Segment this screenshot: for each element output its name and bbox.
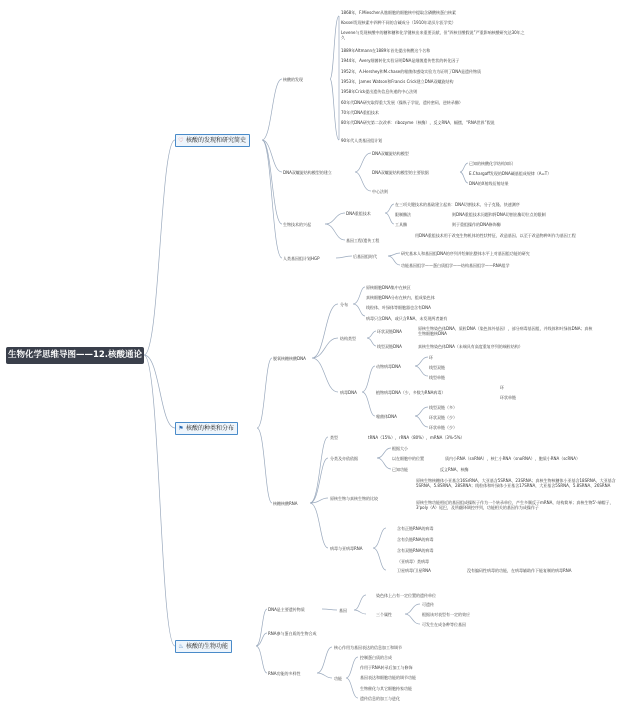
engineering-desc: 用DNA重组技术用于改变生物机体的性状特征，改造基因、以至于改造物种叫作为基因工程 <box>415 233 576 238</box>
discovery-item: 1868年，F.Miescher从脓细胞的细胞核中提取含磷酸核蛋白核素 <box>341 10 457 15</box>
node-dna-genetic[interactable]: DNA是主要遗传物质 <box>268 607 305 612</box>
virus-rna-item: 含有正链RNA的病毒 <box>397 526 434 531</box>
node-hgp[interactable]: 人类基因组计划HGP <box>283 256 320 261</box>
branch-types-title: 核酸的种类和分布 <box>186 425 235 432</box>
dist-item: 线粒体、叶绿体等细胞器也含有DNA <box>366 305 431 310</box>
rna-cls: 以在细胞中的位置 <box>392 456 424 461</box>
node-rna[interactable]: 核糖核酸RNA <box>273 501 298 506</box>
rna-cls: 已知功能 <box>392 467 408 472</box>
node-post-genome[interactable]: 后基因组时代 <box>353 254 377 259</box>
model-basis: 已知的核酸化学结构知识 <box>469 161 513 166</box>
node-dna-model[interactable]: DNA双螺旋结构模型的建立 <box>283 170 332 175</box>
virus-type: 动物病毒DNA <box>376 364 401 369</box>
rna-function: 控制蛋白质的合成 <box>360 655 392 660</box>
model-item: 中心法则 <box>372 189 388 194</box>
hgp-item: 功能基因组学——蛋白质组学——结构基因组学——RNA组学 <box>401 263 510 268</box>
rna-function: 遗传信息的加工与进化 <box>360 696 400 701</box>
discovery-item: Levene与发现核酸中的糖和糖和化学键核出来重要贡献，但“四核苷酸假说”严重影响核酸研究达30年之久 <box>341 30 525 40</box>
virus-type: 噬菌体DNA <box>376 414 397 419</box>
discovery-item: 80年代DNA研究第二次改革：ribozyme（核酶），反义RNA，幅摆，“RNA世界”假说 <box>341 120 495 125</box>
node-gene[interactable]: 基因 <box>339 608 347 613</box>
node-pro-eu-compare[interactable]: 原核生物与真核生物的比较 <box>330 496 378 501</box>
branch-functions[interactable] <box>175 640 232 653</box>
rna-function: 基因表达和细胞功能的调节功能 <box>360 675 416 680</box>
model-item: DNA双螺旋结构模型 <box>372 151 409 156</box>
virus-rna-desc: 没有编码性病毒的功能，在病毒辅助作下能复制的病毒RNA <box>467 568 572 573</box>
node-three-attributes[interactable]: 三个属性 <box>376 612 392 617</box>
discovery-item: 1958年Crick提出遗传信息传递的中心法则 <box>341 89 418 94</box>
rna-function: 作用于RNA转录后加工与修饰 <box>360 665 413 670</box>
rna-function: 生物催化与其它细胞持家功能 <box>360 686 412 691</box>
tech-detail: 则DNA重组技术问题和将DNA切割出酶切位点的限制 <box>452 212 546 217</box>
plant-virus: 环状单链 <box>500 395 516 400</box>
phage: 线型双链（多） <box>429 405 457 410</box>
discovery-item: 1944年，Avery细菌转化实验证明DNA是细菌遗传性状的转化因子 <box>341 58 460 63</box>
virus-rna-item: （亚病毒）类病毒 <box>397 559 429 564</box>
phage: 环状双链（少） <box>429 415 457 420</box>
dist-item: 原核细胞DNA集中在核区 <box>366 285 411 290</box>
tech-item: 限制酶法 <box>395 212 411 217</box>
node-virus-dna[interactable]: 病毒DNA <box>340 390 357 395</box>
node-rna-types[interactable]: 类型 <box>330 435 338 440</box>
node-distribution[interactable]: 分布 <box>340 302 348 307</box>
animal-virus: 环 <box>429 355 433 360</box>
flame-icon: ♨ <box>178 643 184 650</box>
model-item: DNA双螺旋结构模型的主要依据 <box>372 170 429 175</box>
phage: 环状单链（少） <box>429 425 457 430</box>
node-genetic-engineering[interactable]: 基因工程/遗传工程 <box>346 238 380 243</box>
model-basis: DNA的X射线衍射结果 <box>469 181 509 186</box>
gene-attr: 可遗传 <box>422 602 434 607</box>
tech-item: 在三项关键技术的基础建立起来：DNA切割技术、分子克隆、快速测序 <box>395 202 520 207</box>
node-rna-classification[interactable]: 分类及亦依依据 <box>330 456 358 461</box>
virus-rna-item: 含有双链RNA的病毒 <box>397 548 434 553</box>
discovery-item: 1953年，James Watson和Francis Crick建立DNA双螺旋结构 <box>341 79 454 84</box>
node-virus-rna[interactable]: 病毒与亚病毒RNA <box>330 546 363 551</box>
struct-desc: 原核生物染色体DNA，质粒DNA（染色体外基因），部分病毒基因组，并线体和叶绿体DNA；真核生物细胞核DNA <box>418 326 593 336</box>
node-dna[interactable]: 脱氧核糖核酸DNA <box>273 356 306 361</box>
rna-cls-desc: 质内小RNA（snRNA），核仁小RNA（snoRNA），胞质小RNA（scRNA） <box>445 456 581 461</box>
struct-desc: 真核生物染色体DNA（未端具有高度重复序列的端粒结构） <box>418 344 523 349</box>
node-recombination[interactable]: DNA重组技术 <box>346 211 371 216</box>
animal-virus: 线型双链 <box>429 365 445 370</box>
virus-rna-item: 含有负链RNA的病毒 <box>397 537 434 542</box>
rna-cls: 根据大小 <box>392 446 408 451</box>
rna-type-line: tRNA（15%），rRNA（80%），mRNA（3%-5%） <box>368 435 465 440</box>
hgp-item: 研究基本人和基因组DNA的序列并绘制出整体水平上对基因组功能的研究 <box>401 251 530 256</box>
discovery-item: 1952年，A.Hershey和M.chase的噬菌体感染实验为为证明了DNA是遗传物质 <box>341 69 481 74</box>
tech-detail: 则于重组操作的DNA修饰酶 <box>452 222 501 227</box>
flag-icon: ⚑ <box>178 425 184 432</box>
dist-item: 真核细胞DNA分布在核内，组成染色体 <box>366 295 435 300</box>
discovery-item: 70年代DNA重组技术 <box>341 110 379 115</box>
branch-functions-title: 核酸的生物功能 <box>186 643 229 650</box>
struct-type: 线型双链DNA <box>377 344 402 349</box>
compare-item: 原核生物功能相近的基因组成操纵子作为一个转录单位，产生多顺反子mRNA，结构简单；真核生物5'-端帽子，3'poly（A）尾巴，及所翻译调控序列，功能相关的基因作为成操作子 <box>416 500 614 510</box>
node-structure-types[interactable]: 结构类型 <box>340 336 356 341</box>
tech-item: 工具酶 <box>395 222 407 227</box>
heart-icon: ♡ <box>178 137 184 144</box>
node-biotech[interactable]: 生物技术的兴起 <box>283 222 311 227</box>
node-discovery[interactable]: 核酸的发现 <box>283 77 303 82</box>
rna-cls-desc: 反义RNA，核酶 <box>440 467 469 472</box>
compare-item: 原核生物核糖体小亚基含16SrRNA，大亚基含5SRNA、23SRNA；真核生物核糖体小亚基含18SRNA，大亚基含5SRNA、5.8SRNA、28SRNA；线粒体和叶绿体小亚基含17SRNA，大亚基含5SRNA、5.8SRNA、26SRNA <box>416 478 616 488</box>
rna-core-role: 核心作用为基因表达的信息加工和调节 <box>334 645 402 650</box>
node-rna-diversity[interactable]: RNA功能的多样性 <box>268 671 301 676</box>
branch-history-title: 核酸的发现和研究简史 <box>186 137 247 144</box>
node-rna-protein-synthesis[interactable]: RNA参与蛋白质的生物合成 <box>268 631 317 636</box>
discovery-item: 90年代人类基因组计划 <box>341 138 383 143</box>
model-basis: E.Chargaff发现的DNA碱基组成规律（A=T） <box>469 171 552 176</box>
animal-virus: 线型单链 <box>429 375 445 380</box>
branch-types[interactable] <box>175 422 238 435</box>
discovery-item: 1889年Altmann在1889年首先提出核酸这个名称 <box>341 48 431 53</box>
branch-history[interactable] <box>175 134 250 147</box>
discovery-item: 60年代DNA研究取得重大发展（操纵子学说，遗传密码，逆转录酶） <box>341 100 463 105</box>
gene-attr: 根据该对表型有一定的效应 <box>422 612 470 617</box>
virus-type: 植物病毒DNA（少，多数为RNA病毒） <box>376 390 446 395</box>
gene-attr: 可发生在成各种等位基因 <box>422 622 466 627</box>
struct-type: 环状双链DNA <box>377 329 402 334</box>
discovery-item: Kossel发现核素中四种不同的含碱成分（1910年诺贝尔医学奖） <box>341 20 456 25</box>
dist-item: 病毒只含DNA，或只含RNA，未发现两者兼有 <box>366 316 448 321</box>
node-functions[interactable]: 功能 <box>334 676 342 681</box>
virus-rna-item: 卫星病毒/卫星RNA <box>397 568 431 573</box>
plant-virus: 环 <box>500 385 504 390</box>
gene-def: 染色体上占有一定位置的遗传单位 <box>376 593 436 598</box>
root-topic[interactable]: 生物化学思维导图——12.核酸通论 <box>6 347 144 364</box>
